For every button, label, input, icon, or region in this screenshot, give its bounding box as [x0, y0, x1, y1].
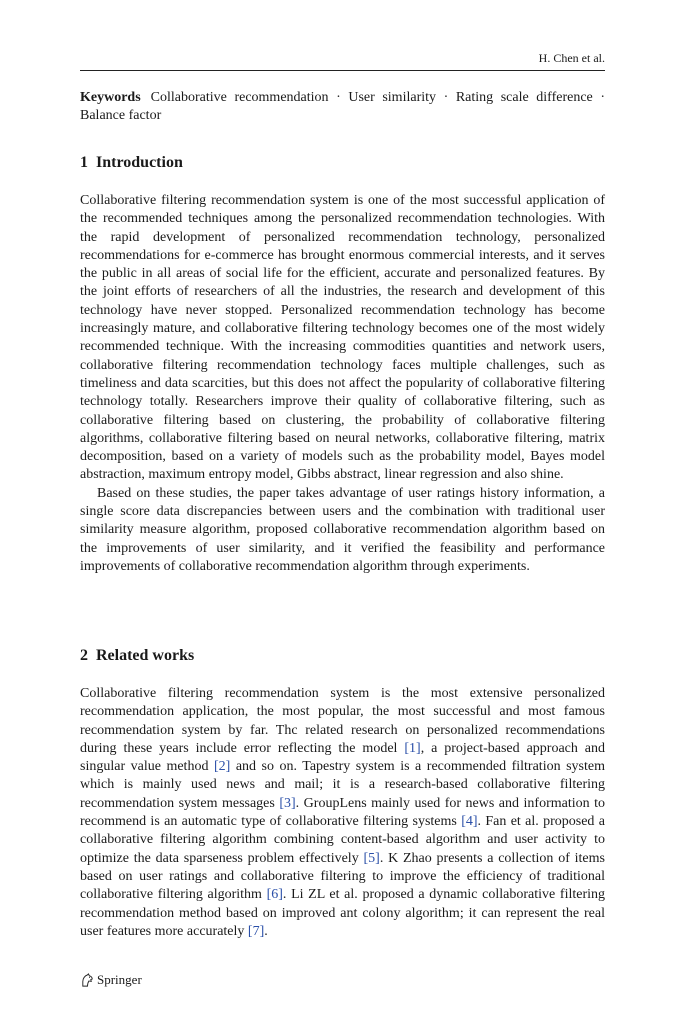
citation-link-7[interactable]: [7] — [247, 923, 265, 939]
citation-link-6[interactable]: [6] — [266, 887, 283, 903]
citation-link-2[interactable]: [2] — [213, 759, 231, 775]
intro-paragraph-2: Based on these studies, the paper takes advantage of user ratings history information, a single score data discrepancies between users and the combination with traditional user similarity measure algorithm, proposed collaborative recommendation algorithm based on the improvements of user similarity, and it verified the feasibility and performance improvements of collaborative recommendation algorithm through experiments. — [80, 485, 605, 574]
header-rule — [80, 70, 605, 71]
citation-link-1[interactable]: [1] — [404, 740, 421, 756]
springer-horse-icon — [80, 973, 95, 988]
running-head: H. Chen et al. — [538, 51, 605, 65]
text-segment: Collaborative filtering recommendation system is the most extensive personalized recommendation application, the most popular, the most successful and most famous recommendation system by far. Thc related research on personalized recommendations during these years include error reflecting the model — [80, 686, 605, 756]
text-segment: . Li ZL et al. proposed a dynamic collaborative filtering recommendation method based on improved ant colony algorithm; it can represent the real user features more accurately — [80, 887, 606, 939]
related-works-body — [80, 685, 605, 941]
section-number: 2 — [80, 647, 88, 664]
text-segment: . GroupLens mainly used for news and information to recommend is an automatic type of collaborative filtering systems — [80, 795, 605, 830]
related-paragraph-1 — [80, 685, 605, 941]
text-segment: . Fan et al. proposed a collaborative filtering algorithm combining content-based algorithm and user activity to optimize the data sparseness problem effectively — [80, 814, 605, 866]
keywords-block — [80, 89, 605, 126]
section-heading-related-works — [80, 646, 194, 666]
citation-link-3[interactable]: [3] — [279, 795, 296, 811]
keywords-text: Collaborative recommendation · User similarity · Rating scale difference · Balance factor — [80, 90, 605, 124]
paper-page — [80, 0, 605, 1036]
text-segment: , a project-based approach and singular value method — [80, 740, 606, 775]
text-segment: . K Zhao presents a collection of items based on user ratings and collaborative filtering to improve the efficiency of traditional collaborative filtering algorithm — [80, 850, 605, 903]
section-title: Introduction — [96, 154, 183, 171]
section-number: 1 — [80, 154, 88, 171]
keywords-label: Keywords — [80, 90, 141, 105]
text-segment: and so on. Tapestry system is a recommended filtration system which is mainly used news and mail; it is a research-based collaborative filtering recommendation system messages — [80, 759, 605, 811]
introduction-body — [80, 192, 605, 576]
citation-link-4[interactable]: [4] — [461, 814, 478, 830]
citation-link-5[interactable]: [5] — [363, 850, 380, 866]
page-footer — [80, 971, 142, 989]
intro-paragraph-1: Collaborative filtering recommendation system is one of the most successful application of the recommended techniques among the personalized recommendation technologies. With the rapid development of personalized recommendation technology, personalized recommendations for e-commerce has brought enormous commercial interests, and it serves the public in all areas of social life for the efficient, accurate and personalized features. By the joint efforts of researchers of all the industries, the research and development of this technology have never stopped. Personalized recommendation technology has become increasingly mature, and collaborative filtering technology becomes one of the most widely recommended technique. With the increasing commodities quantities and network users, collaborative filtering recommendation technology faces multiple challenges, such as timeliness and data scarcities, but this does not affect the popularity of collaborative filtering technology totally. Researchers improve their quality of collaborative filtering, such as collaborative filtering based on clustering, the probability of collaborative filtering algorithms, collaborative filtering based on neural networks, collaborative filtering, matrix decomposition, based on a variety of models such as the probability model, Bayes model abstraction, maximum entropy model, Gibbs abstract, linear regression and also shine. — [80, 193, 605, 483]
section-title: Related works — [96, 647, 195, 664]
publisher-name: Springer — [97, 972, 142, 987]
text-segment: . — [264, 923, 268, 939]
section-heading-introduction — [80, 153, 183, 173]
